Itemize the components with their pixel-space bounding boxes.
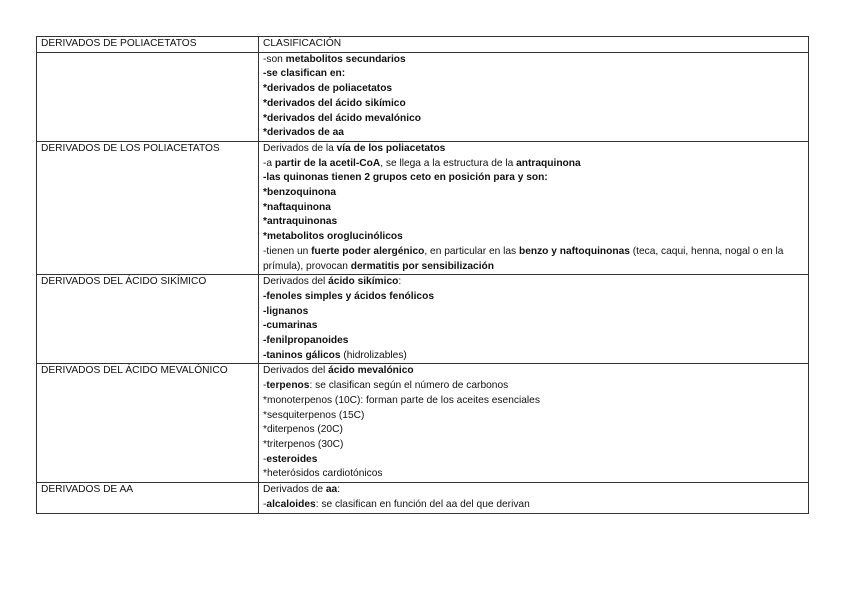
- bold-text: -se clasifican en:: [263, 68, 346, 80]
- row-category: DERIVADOS DEL ÁCIDO MEVALÓNICO: [37, 364, 259, 483]
- text: -tienen un: [263, 245, 312, 257]
- classification-line: [263, 290, 804, 305]
- text: (teca, caqui, henna, nogal o en la prímula), provocan: [263, 245, 784, 272]
- bold-text: terpenos: [266, 380, 310, 392]
- text: -: [263, 453, 267, 465]
- bold-text: alcaloides: [266, 498, 316, 510]
- classification-line: [263, 438, 804, 453]
- classification-line: [263, 319, 804, 334]
- classification-line: [263, 157, 804, 172]
- bold-text: esteroides: [266, 453, 318, 465]
- text: : se clasifican en función del aa del que derivan: [315, 498, 530, 510]
- classification-line: [263, 186, 804, 201]
- bold-text: *metabolitos oroglucinólicos: [263, 231, 403, 243]
- row-classification: [259, 364, 809, 483]
- table-row: [37, 483, 809, 513]
- header-col-derivados: DERIVADOS DE POLIACETATOS: [37, 37, 259, 53]
- bold-text: dermatitis por sensibilización: [350, 260, 494, 272]
- text: :: [337, 484, 341, 496]
- bold-text: vía de los poliacetatos: [336, 142, 446, 154]
- classification-table: [36, 36, 809, 514]
- text: Derivados del: [263, 365, 329, 377]
- bold-text: metabolitos secundarios: [285, 53, 406, 65]
- table-row: [37, 52, 809, 141]
- classification-line: [263, 379, 804, 394]
- classification-line: [263, 142, 804, 157]
- classification-line: [263, 483, 804, 498]
- text: : se clasifican según el número de carbonos: [309, 380, 509, 392]
- bold-text: -taninos gálicos: [263, 349, 341, 361]
- text: *sesquiterpenos (15C): [263, 409, 365, 421]
- table-row: [37, 364, 809, 483]
- classification-line: [263, 97, 804, 112]
- classification-line: [263, 498, 804, 513]
- bold-text: fuerte poder alergénico: [311, 245, 425, 257]
- row-category: DERIVADOS DEL ÁCIDO SIKÍMICO: [37, 275, 259, 364]
- classification-line: [263, 305, 804, 320]
- classification-line: [263, 423, 804, 438]
- bold-text: -cumarinas: [263, 320, 318, 332]
- classification-line: [263, 467, 804, 482]
- bold-text: *derivados de aa: [263, 127, 344, 139]
- row-classification: [259, 141, 809, 274]
- classification-line: [263, 82, 804, 97]
- text: Derivados del: [263, 276, 329, 288]
- header-row: [37, 37, 809, 53]
- classification-line: [263, 230, 804, 245]
- bold-text: *naftaquinona: [263, 201, 331, 213]
- bold-text: *derivados del ácido mevalónico: [263, 112, 421, 124]
- text: -son: [263, 53, 286, 65]
- bold-text: -las quinonas tienen 2 grupos ceto en posición para y son:: [263, 172, 548, 184]
- bold-text: *derivados de poliacetatos: [263, 83, 393, 95]
- text: *monoterpenos (10C): forman parte de los aceites esenciales: [263, 394, 540, 406]
- bold-text: partir de la acetil-CoA: [274, 157, 381, 169]
- text: , se llega a la estructura de la: [380, 157, 517, 169]
- classification-line: [263, 67, 804, 82]
- text: *heterósidos cardiotónicos: [263, 468, 383, 480]
- row-category: [37, 52, 259, 141]
- classification-line: [263, 245, 804, 274]
- classification-line: [263, 364, 804, 379]
- text: -: [263, 498, 267, 510]
- text: , en particular en las: [424, 245, 519, 257]
- bold-text: antraquinona: [516, 157, 581, 169]
- bold-text: benzo y naftoquinonas: [518, 245, 630, 257]
- bold-text: *derivados del ácido sikímico: [263, 97, 406, 109]
- bold-text: -lignanos: [263, 305, 309, 317]
- text: :: [398, 276, 402, 288]
- classification-line: [263, 112, 804, 127]
- row-classification: [259, 483, 809, 513]
- bold-text: *antraquinonas: [263, 216, 338, 228]
- bold-text: ácido sikímico: [328, 276, 399, 288]
- table-body: [37, 37, 809, 514]
- classification-line: [263, 349, 804, 364]
- row-classification: [259, 52, 809, 141]
- classification-line: [263, 334, 804, 349]
- classification-line: [263, 215, 804, 230]
- classification-line: [263, 201, 804, 216]
- classification-line: [263, 275, 804, 290]
- row-classification: [259, 275, 809, 364]
- row-category: DERIVADOS DE LOS POLIACETATOS: [37, 141, 259, 274]
- table-row: [37, 141, 809, 274]
- bold-text: -fenilpropanoides: [263, 335, 349, 347]
- bold-text: *benzoquinona: [263, 187, 337, 199]
- classification-line: [263, 409, 804, 424]
- table-row: [37, 275, 809, 364]
- bold-text: aa: [325, 484, 338, 496]
- row-category: DERIVADOS DE AA: [37, 483, 259, 513]
- classification-line: [263, 171, 804, 186]
- classification-line: [263, 53, 804, 68]
- classification-line: [263, 394, 804, 409]
- bold-text: ácido mevalónico: [328, 365, 414, 377]
- header-col-clasificacion: CLASIFICACIÓN: [259, 37, 809, 53]
- text: (hidrolizables): [340, 349, 407, 361]
- classification-line: [263, 453, 804, 468]
- bold-text: -fenoles simples y ácidos fenólicos: [263, 290, 434, 302]
- text: *diterpenos (20C): [263, 424, 343, 436]
- text: -: [263, 380, 267, 392]
- text: Derivados de la: [263, 142, 337, 154]
- classification-line: [263, 126, 804, 141]
- text: Derivados de: [263, 484, 326, 496]
- text: -a: [263, 157, 275, 169]
- text: *triterpenos (30C): [263, 438, 344, 450]
